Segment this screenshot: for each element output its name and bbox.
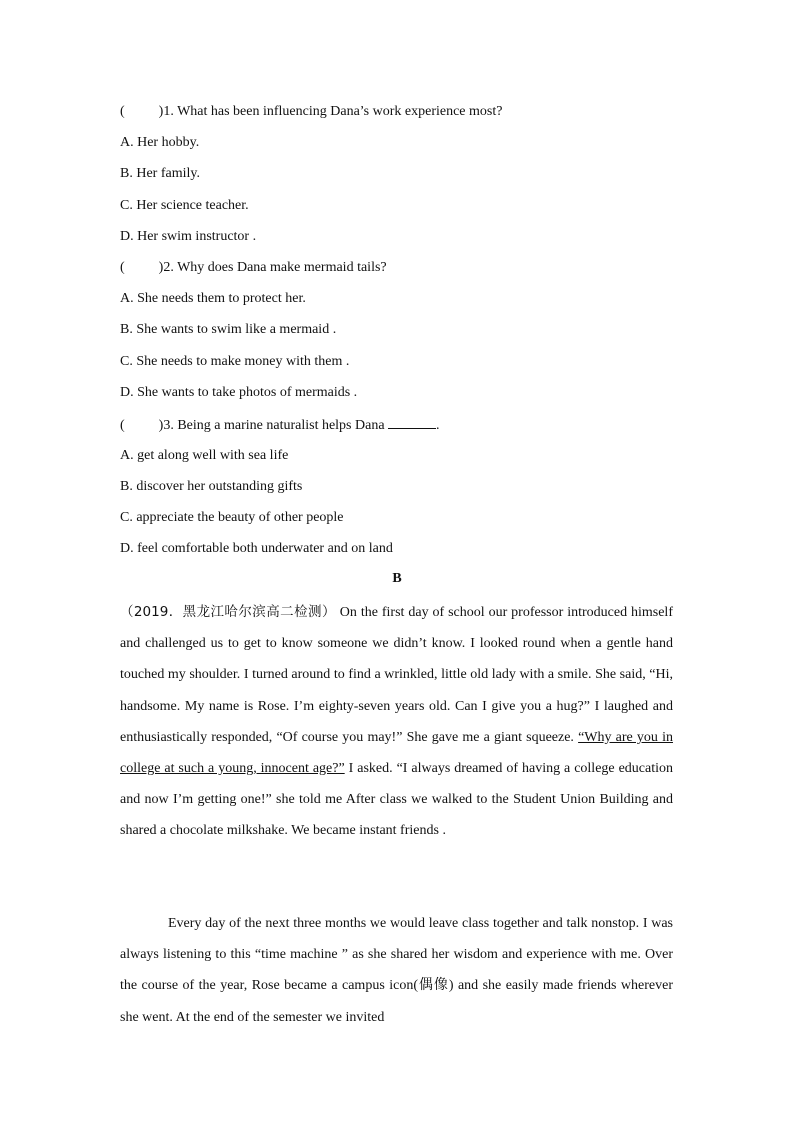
option-1b: B. Her family. bbox=[120, 166, 200, 181]
question-3 bbox=[120, 414, 440, 434]
option-1a: A. Her hobby. bbox=[120, 135, 200, 150]
question-stem: )2. Why does Dana make mermaid tails? bbox=[158, 260, 387, 275]
option-1c: C. Her science teacher. bbox=[120, 198, 249, 213]
question-stem: )1. What has been influencing Dana’s work experience most? bbox=[158, 104, 503, 119]
option-3c: C. appreciate the beauty of other people bbox=[120, 510, 344, 525]
option-3a: A. get along well with sea life bbox=[120, 448, 289, 463]
paragraph-text: I asked. “I always dreamed of having a college education and now I’m getting one!” she told me After class we walked to the Student Union Building and shared a chocolate milkshake. We became instant friends . bbox=[120, 761, 673, 839]
question-stem: )3. Being a marine naturalist helps Dana bbox=[158, 418, 389, 433]
question-2 bbox=[120, 258, 387, 278]
option-2d: D. She wants to take photos of mermaids . bbox=[120, 385, 358, 400]
source-label: （2019．黑龙江哈尔滨高二检测） bbox=[120, 604, 336, 620]
option-3d: D. feel comfortable both underwater and on land bbox=[120, 541, 393, 556]
option-2a: A. She needs them to protect her. bbox=[120, 291, 306, 306]
question-stem-tail: . bbox=[436, 418, 440, 433]
option-1d: D. Her swim instructor . bbox=[120, 229, 257, 244]
question-1 bbox=[120, 102, 502, 122]
option-2c: C. She needs to make money with them . bbox=[120, 354, 350, 369]
section-title: B bbox=[392, 571, 402, 586]
option-3b: B. discover her outstanding gifts bbox=[120, 479, 303, 494]
passage-paragraph-1 bbox=[120, 597, 673, 847]
fill-in-blank[interactable] bbox=[388, 414, 436, 429]
answer-paren-open: ( bbox=[120, 104, 125, 119]
option-2b: B. She wants to swim like a mermaid . bbox=[120, 322, 337, 337]
underlined-sentence: “Why are you in college at such a young, innocent age?” bbox=[120, 729, 673, 777]
paragraph-text: On the first day of school our professor introduced himself and challenged us to get to know someone we didn’t know. I looked round when a gentle hand touched my shoulder. I turned around to find a wrinkled, little old lady with a smile. She said, “Hi, handsome. My name is Rose. I’m eighty-seven years old. Can I give you a hug?” I laughed and enthusiastically responded, “Of course you may!” She gave me a giant squeeze. bbox=[120, 605, 673, 745]
answer-paren-open: ( bbox=[120, 260, 125, 275]
answer-paren-open: ( bbox=[120, 418, 125, 433]
paragraph-text: Every day of the next three months we would leave class together and talk nonstop. I was always listening to this “time machine ” as she shared her wisdom and experience with me. Over the course of the year, Rose became a campus icon(偶像) and she easily made friends wherever she went. At the end of the semester we invited bbox=[120, 916, 673, 1025]
passage-paragraph-2 bbox=[120, 908, 673, 1033]
